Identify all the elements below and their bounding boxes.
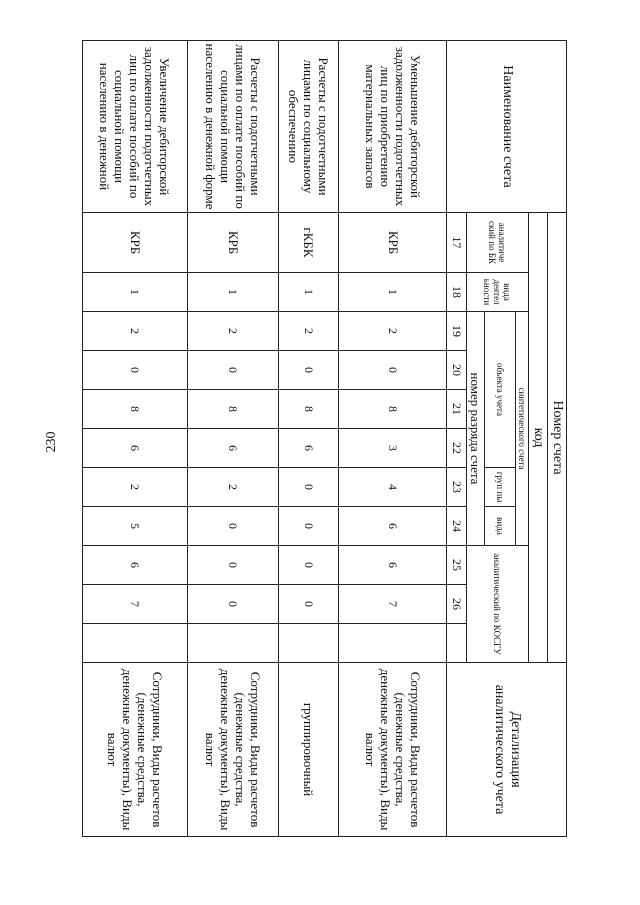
row-cell: 7 <box>83 585 188 624</box>
row-cell: 8 <box>83 390 188 429</box>
row-analytic-code: гКБК <box>278 213 339 273</box>
row-detail: Сотрудники, Виды расчетов (денежные средства, денежные документы), Виды валют <box>187 663 278 837</box>
column-number <box>447 624 467 663</box>
row-account-name: Уменьшение дебиторской задолженности подотчетных лиц по приобретению материальных запасов <box>339 41 447 213</box>
row-cell <box>339 624 447 663</box>
table-row <box>339 41 447 837</box>
column-number: 18 <box>447 273 467 312</box>
row-cell: 2 <box>339 312 447 351</box>
table-row <box>278 41 339 837</box>
row-cell: 3 <box>339 429 447 468</box>
column-number: 22 <box>447 429 467 468</box>
table-row <box>83 41 188 837</box>
row-cell: 0 <box>187 546 278 585</box>
col-header-synthetic-account: синтетического счета <box>515 312 528 546</box>
column-number: 17 <box>447 213 467 273</box>
column-number: 20 <box>447 351 467 390</box>
row-detail: Сотрудники, Виды расчетов (денежные средства, денежные документы), Виды валют <box>83 663 188 837</box>
row-analytic-code: КРБ <box>83 213 188 273</box>
column-number: 25 <box>447 546 467 585</box>
row-cell: 0 <box>187 507 278 546</box>
row-cell: 0 <box>278 468 339 507</box>
row-cell: 0 <box>187 585 278 624</box>
row-cell <box>278 624 339 663</box>
row-cell: 6 <box>83 429 188 468</box>
row-account-name: Увеличение дебиторской задолженности подотчетных лиц по оплате пособий по социальной помощи населению в денежной <box>83 41 188 213</box>
row-cell: 6 <box>339 546 447 585</box>
row-cell: 6 <box>187 429 278 468</box>
column-number: 23 <box>447 468 467 507</box>
accounts-table <box>82 40 567 837</box>
row-cell: 7 <box>339 585 447 624</box>
row-cell: 2 <box>187 312 278 351</box>
col-header-code: код <box>528 213 547 663</box>
column-number: 19 <box>447 312 467 351</box>
table-row <box>187 41 278 837</box>
page-number: 230 <box>44 431 59 453</box>
row-cell: 2 <box>278 312 339 351</box>
col-header-activity-type: вида деятел ьности <box>467 273 528 312</box>
column-number: 24 <box>447 507 467 546</box>
col-header-digit-number: номер разряда счета <box>467 312 485 546</box>
row-analytic-code: КРБ <box>339 213 447 273</box>
col-header-kosgu: аналитический по КОСГУ <box>467 546 528 663</box>
row-cell: 1 <box>83 273 188 312</box>
column-number: 21 <box>447 390 467 429</box>
row-cell: 6 <box>83 546 188 585</box>
row-analytic-code: КРБ <box>187 213 278 273</box>
row-cell: 0 <box>278 507 339 546</box>
column-number: 26 <box>447 585 467 624</box>
row-cell: 0 <box>187 351 278 390</box>
row-cell: 8 <box>278 390 339 429</box>
col-header-account-name: Наименование счета <box>447 41 567 213</box>
col-header-account-object: объекта учета <box>485 312 515 468</box>
row-cell: 5 <box>83 507 188 546</box>
row-cell: 0 <box>278 585 339 624</box>
row-cell: 0 <box>83 351 188 390</box>
row-account-name: Расчеты с подотчетными лицами по социальному обеспечению <box>278 41 339 213</box>
col-header-group: груп пы <box>485 468 515 507</box>
row-account-name: Расчеты с подотчетными лицами по оплате пособий по социальной помощи населению в денежной форме <box>187 41 278 213</box>
row-cell: 8 <box>339 390 447 429</box>
row-cell: 2 <box>187 468 278 507</box>
row-cell: 0 <box>278 351 339 390</box>
row-cell: 0 <box>278 546 339 585</box>
col-header-account-number: Номер счета <box>547 213 566 663</box>
row-detail: группировочный <box>278 663 339 837</box>
col-header-analytics-detail: Детализация аналитического учета <box>447 663 567 837</box>
row-cell: 0 <box>339 351 447 390</box>
row-cell: 2 <box>83 468 188 507</box>
row-cell: 6 <box>278 429 339 468</box>
row-detail: Сотрудники, Виды расчетов (денежные средства, денежные документы), Виды валют <box>339 663 447 837</box>
col-header-type: вида <box>485 507 515 546</box>
row-cell: 4 <box>339 468 447 507</box>
row-cell: 8 <box>187 390 278 429</box>
rotated-table-container <box>82 40 567 836</box>
row-cell: 1 <box>339 273 447 312</box>
row-cell: 1 <box>187 273 278 312</box>
row-cell: 6 <box>339 507 447 546</box>
row-cell: 2 <box>83 312 188 351</box>
row-cell: 1 <box>278 273 339 312</box>
col-header-analytical-bk: аналитиче ский по БК <box>467 213 528 273</box>
row-cell <box>187 624 278 663</box>
row-cell <box>83 624 188 663</box>
